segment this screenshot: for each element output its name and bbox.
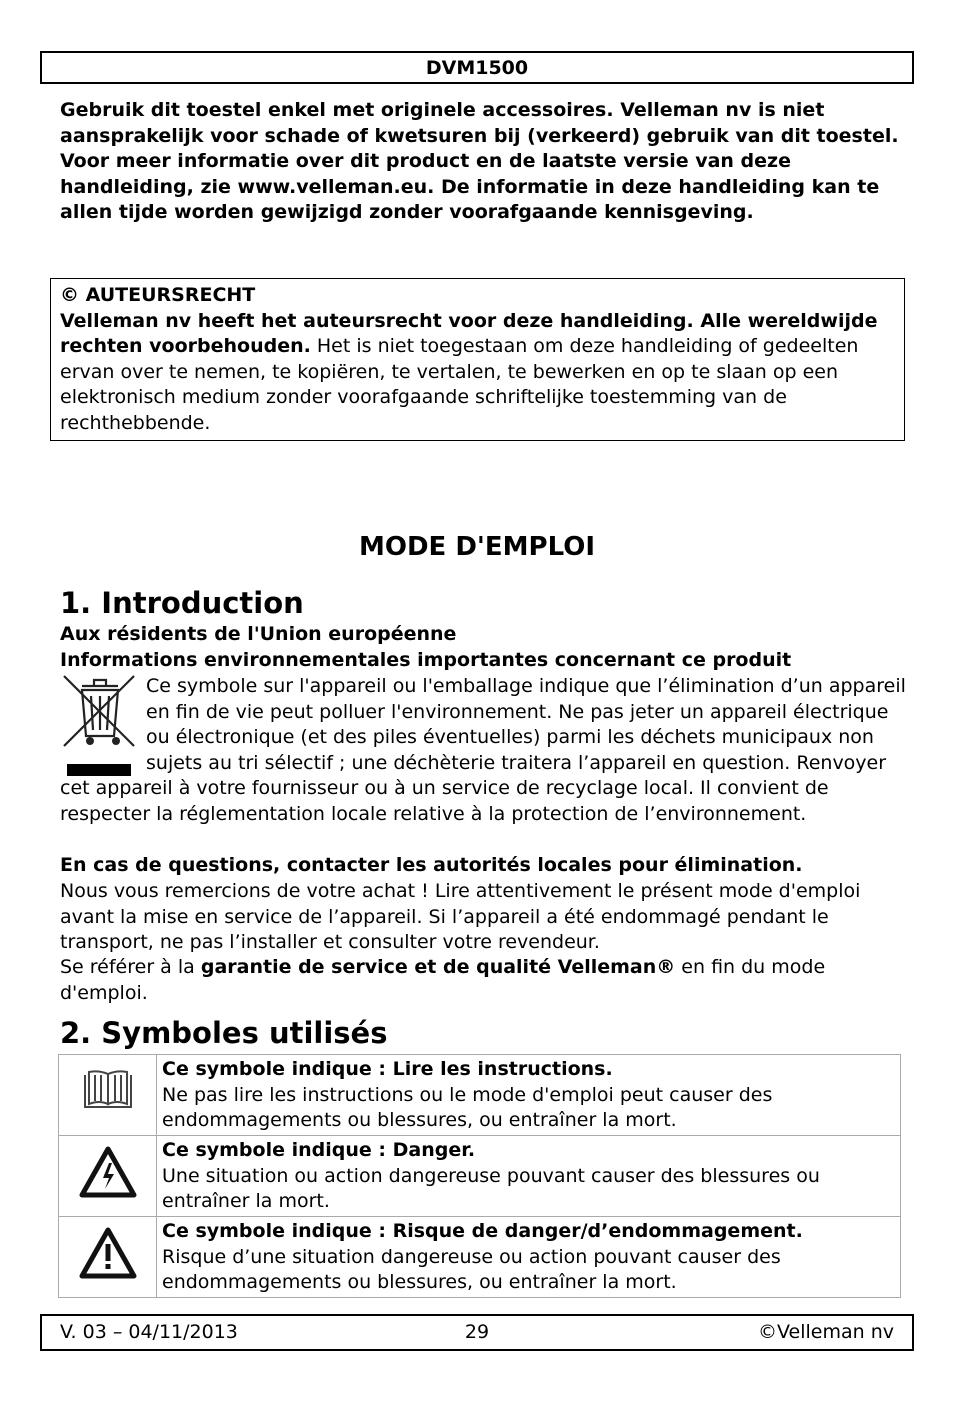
thanks-paragraph: Nous vous remercions de votre achat ! Lire attentivement le présent mode d'emploi avant la mise en service de l’appareil. Si l’appareil a été endommagé pendant le transport, ne pas l’installer et consulter votre revendeur.	[60, 880, 861, 954]
warranty-post: en fin du mode d'emploi.	[60, 956, 826, 1004]
contact-authorities: En cas de questions, contacter les autorités locales pour élimination.	[60, 854, 803, 876]
page-footer	[40, 1314, 914, 1351]
mode-title: MODE D'EMPLOI	[358, 532, 596, 562]
symbol-icon-cell	[59, 1136, 157, 1217]
copyright-heading: © AUTEURSRECHT	[60, 284, 256, 306]
copyright-text: Het is niet toegestaan om deze handleiding of gedeelten ervan over te nemen, te kopiëren, te vertalen, te bewerken en op te slaan op een elektronisch medium zonder voorafgaande schriftelijke toestemming van de rechthebbende.	[60, 335, 859, 434]
page-header	[40, 51, 914, 84]
weee-paragraph	[60, 674, 910, 828]
symbol-title: Ce symbole indique : Danger.	[162, 1139, 476, 1161]
symbol-text-cell	[157, 1055, 901, 1136]
symbol-description: Ne pas lire les instructions ou le mode d'emploi peut causer des endommagements ou blessures, ou entraîner la mort.	[162, 1083, 773, 1132]
copyright-bold-text: Velleman nv heeft het auteursrecht voor deze handleiding. Alle wereldwijde rechten voorbehouden.	[60, 309, 878, 358]
section1-title: 1. Introduction	[60, 586, 304, 620]
warranty-pre: Se référer à la	[60, 956, 201, 978]
symbol-icon-cell	[59, 1055, 157, 1136]
footer-copyright: ©Velleman nv	[758, 1321, 894, 1343]
weee-text: Ce symbole sur l'appareil ou l'emballage indique que l’élimination d’un appareil en fin de vie peut polluer l'environnement. Ne pas jeter un appareil électrique ou électronique (et des piles éventuelles) parmi les déchets municipaux non sujets au tri sélectif ; une déchèterie traitera l’appareil en question. Renvoyer cet appareil à votre fournisseur ou à un service de recyclage local. Il convient de respecter la réglementation locale relative à la protection de l’environnement.	[60, 675, 906, 825]
symbol-description: Risque d’une situation dangereuse ou action pouvant causer des endommagements ou blessures, ou entraîner la mort.	[162, 1245, 781, 1294]
copyright-box	[50, 278, 905, 441]
section1-subtitle-env: Informations environnementales importantes concernant ce produit	[60, 649, 792, 671]
symbol-text-cell	[157, 1136, 901, 1217]
footer-version: V. 03 – 04/11/2013	[60, 1321, 238, 1343]
book-icon	[81, 1069, 135, 1113]
symbol-row	[59, 1217, 901, 1298]
symbol-row	[59, 1055, 901, 1136]
symbol-description: Une situation ou action dangereuse pouvant causer des blessures ou entraîner la mort.	[162, 1164, 820, 1213]
footer-page-number: 29	[464, 1321, 490, 1343]
exclamation-warning-icon	[78, 1226, 138, 1280]
intro-disclaimer-nl: Gebruik dit toestel enkel met originele accessoires. Velleman nv is niet aansprakelijk voor schade of kwetsuren bij (verkeerd) gebruik van dit toestel. Voor meer informatie over dit product en de laatste versie van deze handleiding, zie www.velleman.eu. De informatie in deze handleiding kan te allen tijde worden gewijzigd zonder voorafgaande kennisgeving.	[60, 99, 899, 224]
symbol-row	[59, 1136, 901, 1217]
symbol-title: Ce symbole indique : Lire les instructions.	[162, 1058, 613, 1080]
symbols-table	[58, 1054, 901, 1298]
symbol-title: Ce symbole indique : Risque de danger/d’endommagement.	[162, 1220, 803, 1242]
copyright-body	[60, 309, 895, 437]
crossed-bin-icon	[60, 672, 138, 784]
high-voltage-warning-icon	[78, 1145, 138, 1199]
warranty-bold: garantie de service et de qualité Velleman®	[200, 956, 676, 978]
warranty-paragraph	[60, 955, 910, 1006]
symbol-text-cell	[157, 1217, 901, 1298]
header-title: DVM1500	[425, 57, 529, 79]
symbol-icon-cell	[59, 1217, 157, 1298]
section1-subtitle-eu: Aux résidents de l'Union européenne	[60, 623, 457, 645]
section2-title: 2. Symboles utilisés	[60, 1016, 388, 1050]
